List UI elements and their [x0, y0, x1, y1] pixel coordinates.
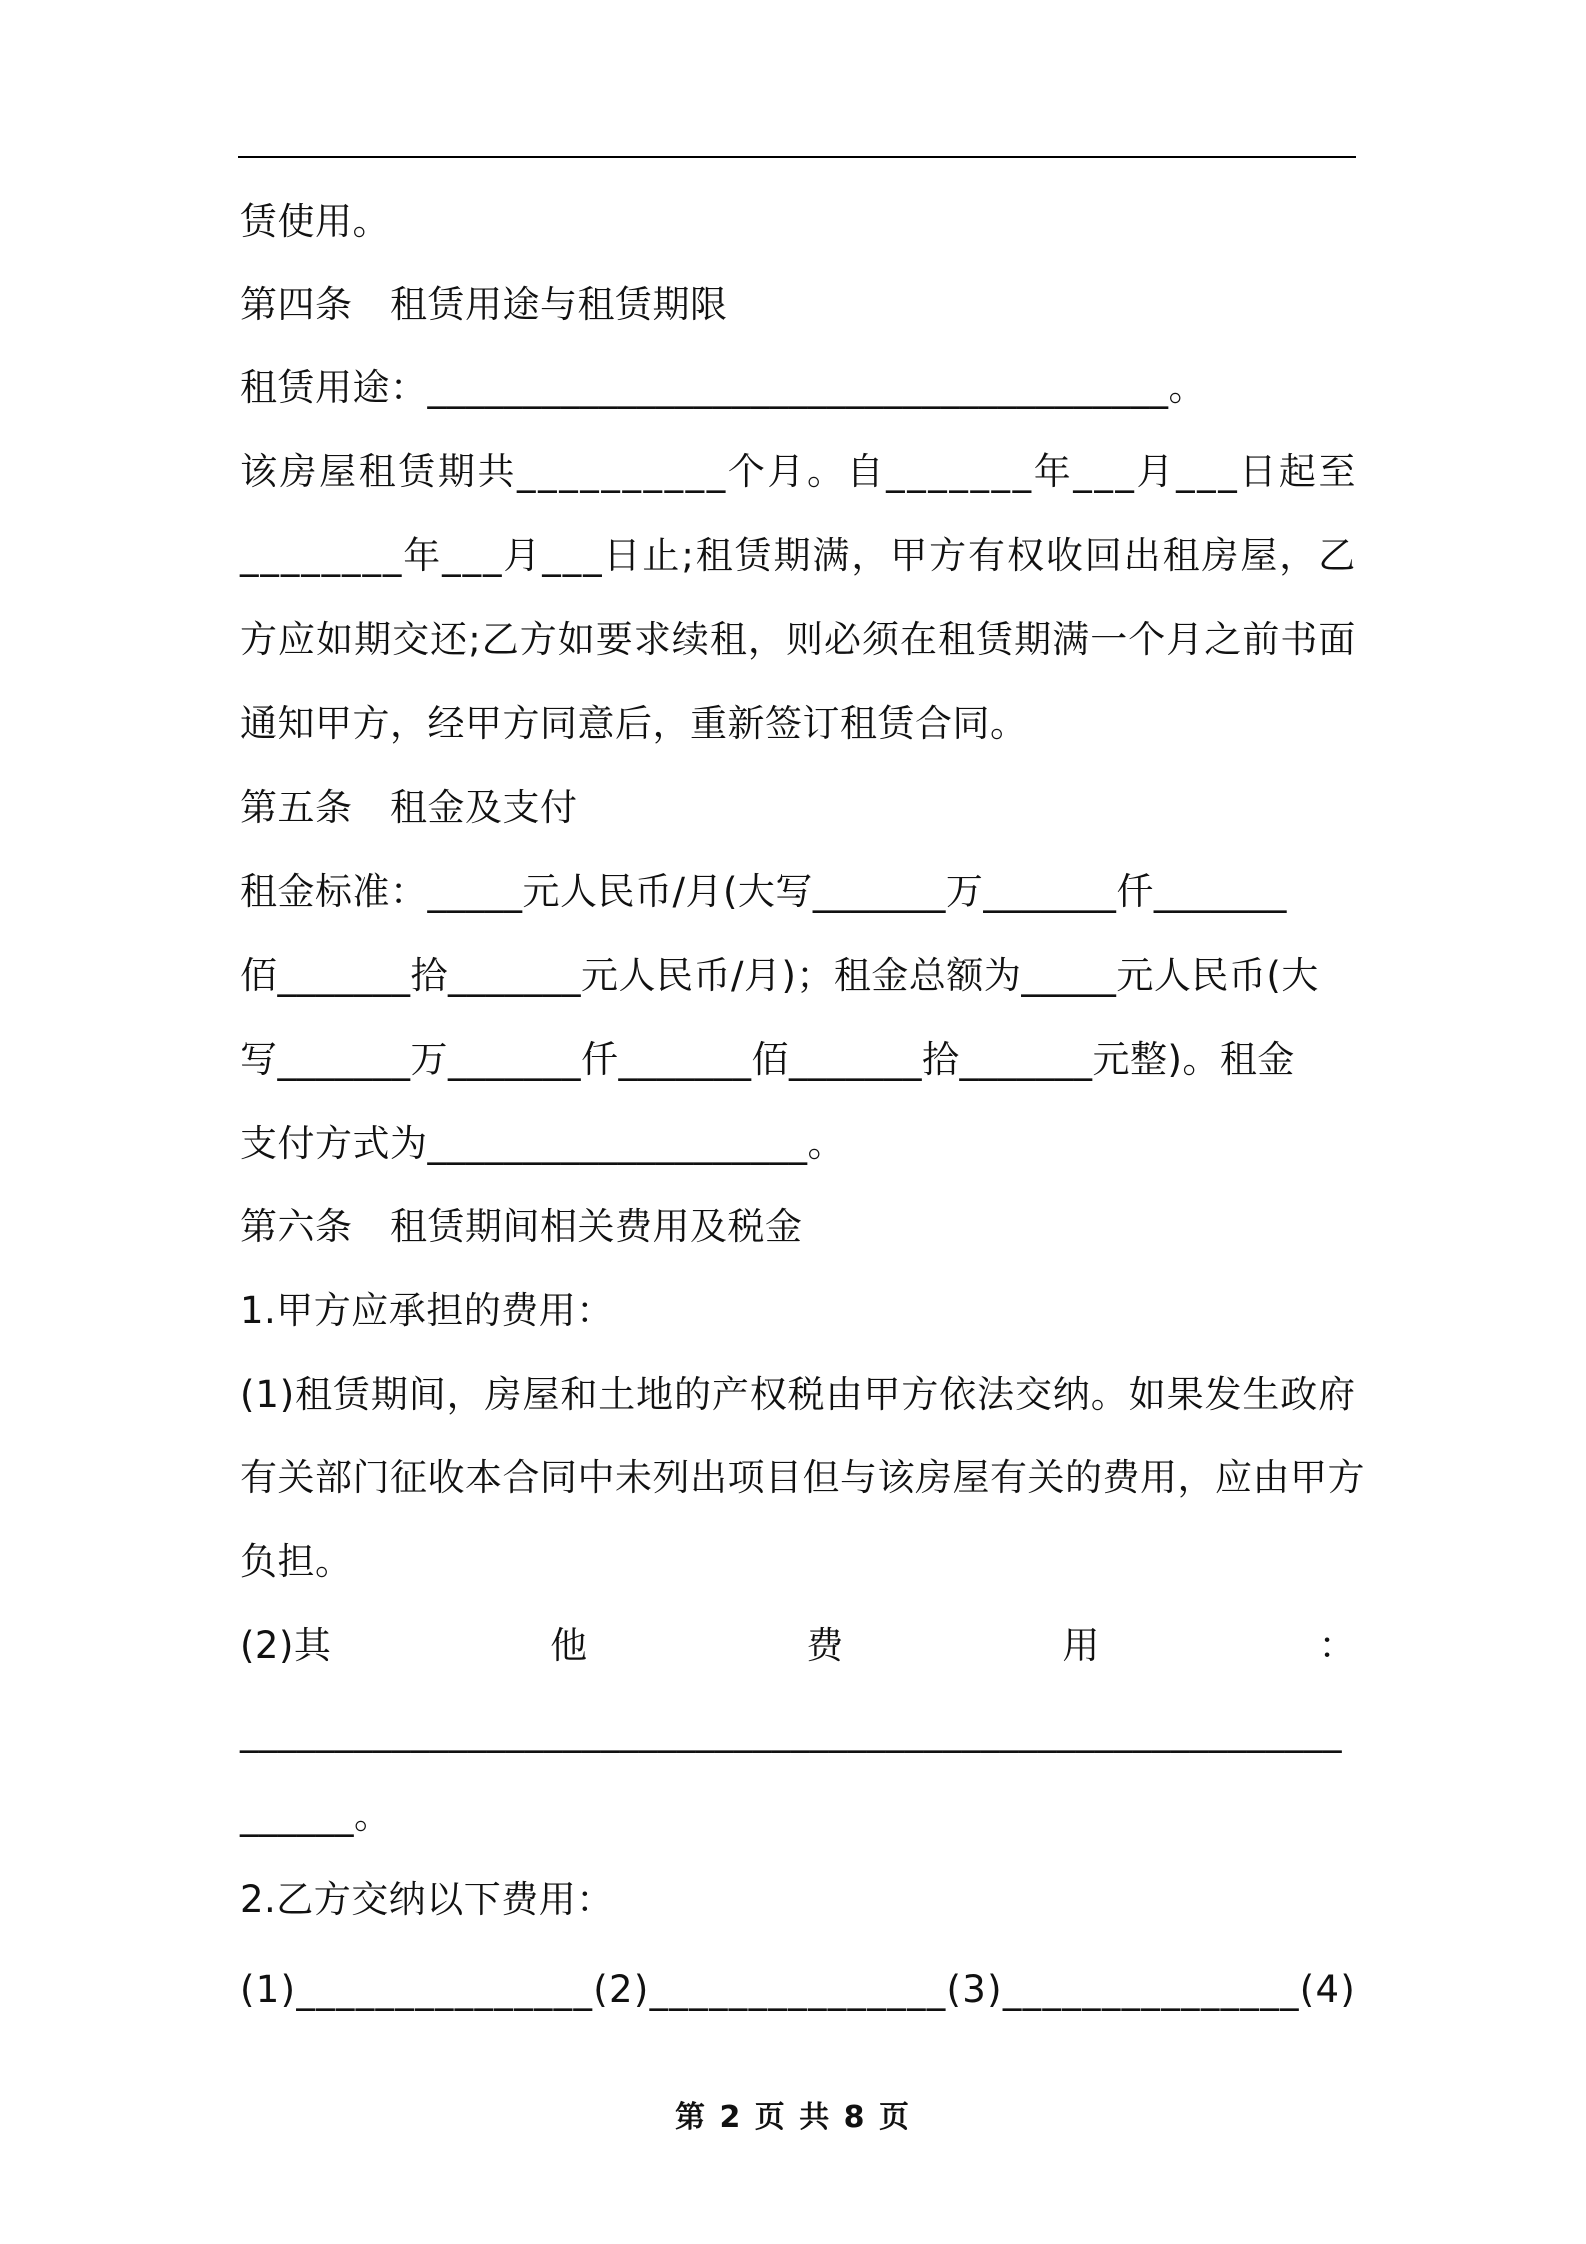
text-segment: 费 — [806, 1624, 844, 1667]
text-segment: 用 — [1062, 1624, 1100, 1667]
text-line: 写_______万_______仟_______佰_______拾_______元整)。租金 — [240, 1038, 1295, 1081]
text-line: 通知甲方，经甲方同意后，重新签订租赁合同。 — [240, 702, 1028, 745]
page-footer: 第 2 页 共 8 页 — [675, 2100, 911, 2135]
text-segment: ： — [1318, 1624, 1356, 1667]
text-line: 佰_______拾_______元人民币/月)；租金总额为_____元人民币(大 — [240, 954, 1319, 997]
text-line: ( 1 ) _ _ _ _ _ _ _ _ _ _ _ _ _ _ _ ( 2 ) _ _ _ _ _ _ _ _ _ _ _ _ _ _ _ ( 3 ) _ _ _ _ _ _ _ _ _ _ _ _ _ _ _ ( 4 ) — [240, 1968, 1356, 2011]
text-line: 租赁用途：_______________________________________。 — [240, 366, 1206, 409]
header-rule — [238, 156, 1356, 158]
article-heading: 第六条 租赁期间相关费用及税金 — [240, 1205, 803, 1248]
text-line: 2.乙方交纳以下费用： — [240, 1878, 614, 1921]
justified-text-line — [240, 1616, 1356, 1676]
blank-line: __________________________________________________________ — [240, 1710, 1342, 1753]
text-line: 支付方式为____________________。 — [240, 1122, 845, 1165]
text-line: 方 应 如 期 交 还 ; 乙 方 如 要 求 续 租 ， 则 必 须 在 租 赁 期 满 一 个 月 之 前 书 面 — [240, 618, 1356, 661]
article-heading: 第五条 租金及支付 — [240, 786, 578, 829]
text-segment: (2)其 — [240, 1624, 332, 1667]
text-line: ( 1 ) 租 赁 期 间 ， 房 屋 和 土 地 的 产 权 税 由 甲 方 依 法 交 纳 。 如 果 发 生 政 府 — [240, 1373, 1356, 1416]
text-line: 租金标准：_____元人民币/月(大写_______万_______仟_______ — [240, 870, 1287, 913]
text-line: 赁使用。 — [240, 200, 390, 243]
text-segment: 他 — [550, 1624, 588, 1667]
text-line: 1.甲方应承担的费用： — [240, 1289, 614, 1332]
text-line: ______。 — [240, 1794, 392, 1837]
text-line: 负担。 — [240, 1540, 353, 1583]
text-line: 有 关 部 门 征 收 本 合 同 中 未 列 出 项 目 但 与 该 房 屋 有 关 的 费 用 ， 应 由 甲 方 — [240, 1456, 1365, 1499]
text-line: _ _ _ _ _ _ _ _ 年 _ _ _ 月 _ _ _ 日 止 ; 租 赁 期 满 ， 甲 方 有 权 收 回 出 租 房 屋 ， 乙 — [240, 534, 1356, 577]
text-line: 该 房 屋 租 赁 期 共 _ _ _ _ _ _ _ _ _ _ 个 月 。 自 _ _ _ _ _ _ _ 年 _ _ _ 月 _ _ _ 日 起 至 — [240, 450, 1356, 493]
article-heading: 第四条 租赁用途与租赁期限 — [240, 283, 728, 326]
